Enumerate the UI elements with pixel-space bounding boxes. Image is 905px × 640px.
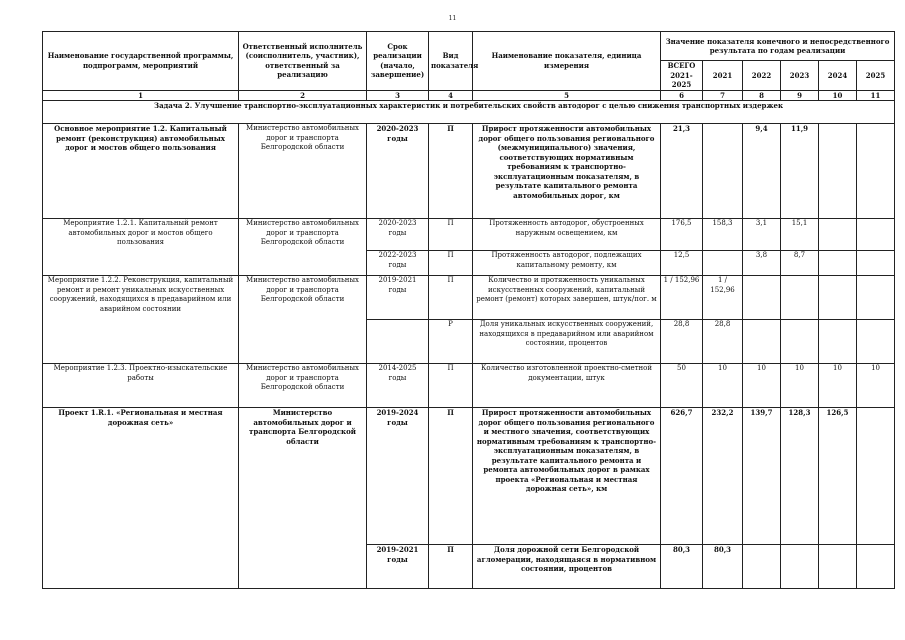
row-name: Мероприятие 1.2.2. Реконструкция, капитальный ремонт и ремонт уникальных искусственных сооружений, находящихся в предаварийном или аварийном состоянии	[43, 276, 239, 364]
row-value-2025: 10	[857, 364, 895, 408]
column-number: 1	[43, 90, 239, 101]
column-number: 6	[661, 90, 703, 101]
row-value-2023: 11,9	[781, 124, 819, 219]
row-value-2021: 1 / 152,96	[703, 276, 743, 320]
row-value-2023	[781, 320, 819, 364]
row-value-2025	[857, 545, 895, 589]
row-value-2022: 3,8	[743, 251, 781, 276]
row-value-2022: 139,7	[743, 408, 781, 545]
row-value-2025	[857, 219, 895, 251]
row-type: П	[429, 408, 473, 545]
header-indicator: Наименование показателя, единица измерения	[473, 32, 661, 91]
table-row	[43, 124, 895, 219]
row-indicator: Количество изготовленной проектно-сметной документации, штук	[473, 364, 661, 408]
row-term	[367, 320, 429, 364]
header-year: 2023	[781, 61, 819, 91]
column-number: 10	[819, 90, 857, 101]
row-value-2021: 158,3	[703, 219, 743, 251]
page-number: 11	[448, 15, 457, 22]
row-value-2021: 10	[703, 364, 743, 408]
row-term: 2014-2025 годы	[367, 364, 429, 408]
column-numbers-row	[43, 90, 895, 101]
row-value-2024	[819, 124, 857, 219]
row-total: 28,8	[661, 320, 703, 364]
row-total: 176,5	[661, 219, 703, 251]
row-value-2024: 126,5	[819, 408, 857, 545]
row-total: 80,3	[661, 545, 703, 589]
row-term: 2019-2021 годы	[367, 276, 429, 320]
header-year: 2022	[743, 61, 781, 91]
row-type: П	[429, 219, 473, 251]
row-value-2024	[819, 320, 857, 364]
row-indicator: Доля дорожной сети Белгородской агломерации, находящаяся в нормативном состоянии, процентов	[473, 545, 661, 589]
row-total: 12,5	[661, 251, 703, 276]
row-value-2022	[743, 545, 781, 589]
row-indicator: Протяженность автодорог, обустроенных наружным освещением, км	[473, 219, 661, 251]
row-value-2024	[819, 251, 857, 276]
column-number: 3	[367, 90, 429, 101]
column-number: 4	[429, 90, 473, 101]
row-type: П	[429, 251, 473, 276]
row-value-2024	[819, 545, 857, 589]
row-total: 1 / 152,96	[661, 276, 703, 320]
row-value-2022: 3,1	[743, 219, 781, 251]
row-value-2022	[743, 276, 781, 320]
header-type: Вид показателя	[429, 32, 473, 91]
row-responsible: Министерство автомобильных дорог и транспорта Белгородской области	[239, 276, 367, 364]
header-total: ВСЕГО 2021-2025	[661, 61, 703, 91]
header-values: Значение показателя конечного и непосредственного результата по годам реализации	[661, 32, 895, 61]
row-value-2025	[857, 251, 895, 276]
column-number: 5	[473, 90, 661, 101]
row-value-2023	[781, 545, 819, 589]
row-value-2023: 128,3	[781, 408, 819, 545]
row-value-2022: 9,4	[743, 124, 781, 219]
header-year: 2024	[819, 61, 857, 91]
row-value-2022	[743, 320, 781, 364]
task-heading: Задача 2. Улучшение транспортно-эксплуатационных характеристик и потребительских свойств автодорог с целью снижения транспортных издержек	[43, 101, 895, 124]
table-row	[43, 276, 895, 320]
header-year: 2025	[857, 61, 895, 91]
row-value-2023: 10	[781, 364, 819, 408]
row-value-2024	[819, 276, 857, 320]
task-row	[43, 101, 895, 124]
row-indicator: Прирост протяженности автомобильных дорог общего пользования регионального и местного значения, соответствующих нормативным требованиям к транспортно-эксплуатационным показателям, в результате капитального ремонта и ремонта автомобильных дорог в рамках проекта «Региональная и местная дорожная сеть», км	[473, 408, 661, 545]
row-name: Основное мероприятие 1.2. Капитальный ремонт (реконструкция) автомобильных дорог и мостов общего пользования	[43, 124, 239, 219]
column-number: 8	[743, 90, 781, 101]
row-value-2021	[703, 251, 743, 276]
header-year: 2021	[703, 61, 743, 91]
row-name: Мероприятие 1.2.3. Проектно-изыскательские работы	[43, 364, 239, 408]
row-responsible: Министерство автомобильных дорог и транспорта Белгородской области	[239, 364, 367, 408]
row-value-2023: 15,1	[781, 219, 819, 251]
column-number: 11	[857, 90, 895, 101]
row-term: 2022-2023 годы	[367, 251, 429, 276]
row-term: 2019-2021 годы	[367, 545, 429, 589]
row-term: 2020-2023 годы	[367, 219, 429, 251]
row-value-2025	[857, 124, 895, 219]
row-value-2024: 10	[819, 364, 857, 408]
row-name: Проект 1.R.1. «Региональная и местная дорожная сеть»	[43, 408, 239, 589]
table-row	[43, 408, 895, 545]
row-term: 2019-2024 годы	[367, 408, 429, 545]
table-row	[43, 364, 895, 408]
row-indicator: Количество и протяженность уникальных искусственных сооружений, капитальный ремонт (ремонт) которых завершен, штук/пог. м	[473, 276, 661, 320]
row-type: П	[429, 545, 473, 589]
row-indicator: Прирост протяженности автомобильных дорог общего пользования регионального (межмуниципального) значения, соответствующих нормативным требованиям к транспортно-эксплуатационным показателям, в результате капитального ремонта автомобильных дорог, км	[473, 124, 661, 219]
header-responsible: Ответственный исполнитель (соисполнитель, участник), ответственный за реализацию	[239, 32, 367, 91]
row-value-2021: 80,3	[703, 545, 743, 589]
row-name: Мероприятие 1.2.1. Капитальный ремонт автомобильных дорог и мостов общего пользования	[43, 219, 239, 276]
row-indicator: Доля уникальных искусственных сооружений, находящихся в предаварийном или аварийном состоянии, процентов	[473, 320, 661, 364]
row-value-2025	[857, 408, 895, 545]
row-total: 21,3	[661, 124, 703, 219]
row-type: П	[429, 364, 473, 408]
row-value-2023: 8,7	[781, 251, 819, 276]
program-table	[42, 31, 895, 589]
row-responsible: Министерство автомобильных дорог и транспорта Белгородской области	[239, 219, 367, 276]
row-value-2022: 10	[743, 364, 781, 408]
header-term: Срок реализации (начало, завершение)	[367, 32, 429, 91]
row-indicator: Протяженность автодорог, подлежащих капитальному ремонту, км	[473, 251, 661, 276]
row-value-2021: 28,8	[703, 320, 743, 364]
row-type: П	[429, 124, 473, 219]
row-value-2021: 232,2	[703, 408, 743, 545]
row-responsible: Министерство автомобильных дорог и транспорта Белгородской области	[239, 408, 367, 589]
row-value-2025	[857, 320, 895, 364]
row-term: 2020-2023 годы	[367, 124, 429, 219]
row-value-2024	[819, 219, 857, 251]
row-type: П	[429, 276, 473, 320]
row-value-2025	[857, 276, 895, 320]
row-total: 626,7	[661, 408, 703, 545]
header-row	[43, 32, 895, 61]
column-number: 9	[781, 90, 819, 101]
column-number: 2	[239, 90, 367, 101]
row-value-2021	[703, 124, 743, 219]
table-row	[43, 219, 895, 251]
row-responsible: Министерство автомобильных дорог и транспорта Белгородской области	[239, 124, 367, 219]
row-type: Р	[429, 320, 473, 364]
row-value-2023	[781, 276, 819, 320]
header-program: Наименование государственной программы, подпрограмм, мероприятий	[43, 32, 239, 91]
column-number: 7	[703, 90, 743, 101]
row-total: 50	[661, 364, 703, 408]
